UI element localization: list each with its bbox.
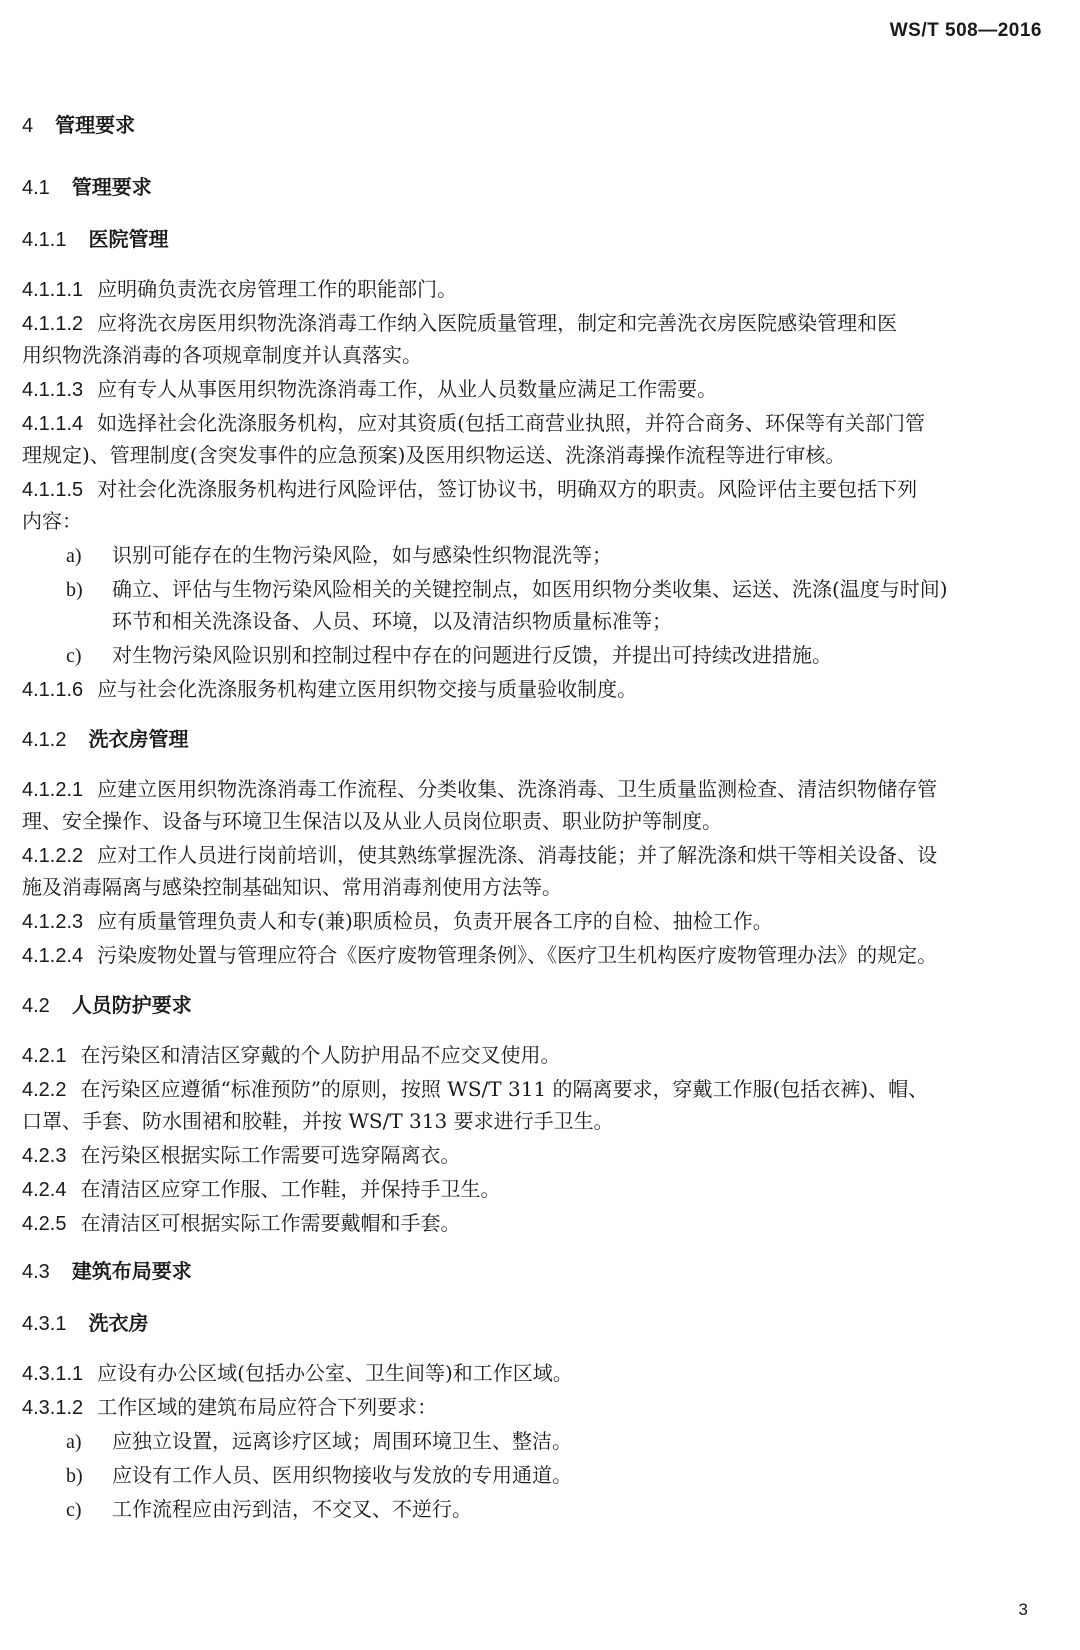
section-heading-4-3-1: 4.3.1 洗衣房: [22, 1311, 149, 1335]
clause-4-1-1-2: 4.1.1.2 应将洗衣房医用织物洗涤消毒工作纳入医院质量管理，制定和完善洗衣房医院感染管理和医: [22, 311, 898, 335]
list-item-a: a) 识别可能存在的生物污染风险，如与感染性织物混洗等；: [66, 543, 612, 567]
section-heading-4-1: 4.1 管理要求: [22, 175, 152, 199]
section-heading-4: 4 管理要求: [22, 113, 136, 137]
section-heading-4-2: 4.2 人员防护要求: [22, 993, 192, 1017]
section-heading-4-1-1: 4.1.1 医院管理: [22, 227, 169, 251]
clause-4-1-2-3: 4.1.2.3 应有质量管理负责人和专(兼)职质检员，负责开展各工序的自检、抽检工作。: [22, 909, 773, 933]
clause-4-3-1-1: 4.3.1.1 应设有办公区域(包括办公室、卫生间等)和工作区域。: [22, 1361, 573, 1385]
clause-4-1-1-5-cont: 内容：: [22, 509, 82, 533]
clause-4-1-1-1: 4.1.1.1 应明确负责洗衣房管理工作的职能部门。: [22, 277, 458, 301]
page-number: 3: [1018, 1600, 1028, 1619]
section-heading-4-1-2: 4.1.2 洗衣房管理: [22, 727, 189, 751]
clause-4-2-5: 4.2.5 在清洁区可根据实际工作需要戴帽和手套。: [22, 1211, 461, 1235]
clause-4-1-1-3: 4.1.1.3 应有专人从事医用织物洗涤消毒工作，从业人员数量应满足工作需要。: [22, 377, 718, 401]
section-heading-4-3: 4.3 建筑布局要求: [22, 1259, 192, 1283]
standard-code: WS/T 508—2016: [889, 20, 1042, 41]
clause-4-1-2-1-cont: 理、安全操作、设备与环境卫生保洁以及从业人员岗位职责、职业防护等制度。: [22, 809, 722, 833]
clause-4-3-1-2: 4.3.1.2 工作区域的建筑布局应符合下列要求：: [22, 1395, 438, 1419]
list-item-b-2: b) 应设有工作人员、医用织物接收与发放的专用通道。: [66, 1463, 572, 1487]
clause-4-1-1-4-cont: 理规定)、管理制度(含突发事件的应急预案)及医用织物运送、洗涤消毒操作流程等进行审核。: [22, 443, 846, 467]
clause-4-1-2-4: 4.1.2.4 污染废物处置与管理应符合《医疗废物管理条例》、《医疗卫生机构医疗废物管理办法》的规定。: [22, 943, 938, 967]
clause-4-1-1-6: 4.1.1.6 应与社会化洗涤服务机构建立医用织物交接与质量验收制度。: [22, 677, 638, 701]
clause-4-2-4: 4.2.4 在清洁区应穿工作服、工作鞋，并保持手卫生。: [22, 1177, 501, 1201]
list-item-b: b) 确立、评估与生物污染风险相关的关键控制点，如医用织物分类收集、运送、洗涤(温度与时间): [66, 577, 948, 601]
clause-4-1-1-5: 4.1.1.5 对社会化洗涤服务机构进行风险评估，签订协议书，明确双方的职责。风险评估主要包括下列: [22, 477, 918, 501]
clause-4-2-1: 4.2.1 在污染区和清洁区穿戴的个人防护用品不应交叉使用。: [22, 1043, 561, 1067]
clause-4-1-2-2: 4.1.2.2 应对工作人员进行岗前培训，使其熟练掌握洗涤、消毒技能；并了解洗涤和烘干等相关设备、设: [22, 843, 938, 867]
clause-4-1-2-1: 4.1.2.1 应建立医用织物洗涤消毒工作流程、分类收集、洗涤消毒、卫生质量监测检查、清洁织物储存管: [22, 777, 938, 801]
clause-4-2-3: 4.2.3 在污染区根据实际工作需要可选穿隔离衣。: [22, 1143, 461, 1167]
list-item-c-2: c) 工作流程应由污到洁，不交叉、不逆行。: [66, 1497, 472, 1521]
list-item-b-cont: 环节和相关洗涤设备、人员、环境，以及清洁织物质量标准等；: [112, 609, 672, 633]
clause-4-1-2-2-cont: 施及消毒隔离与感染控制基础知识、常用消毒剂使用方法等。: [22, 875, 562, 899]
clause-4-2-2-cont: 口罩、手套、防水围裙和胶鞋，并按 WS/T 313 要求进行手卫生。: [22, 1109, 614, 1133]
clause-4-2-2: 4.2.2 在污染区应遵循“标准预防”的原则，按照 WS/T 311 的隔离要求，穿戴工作服(包括衣裤)、帽、: [22, 1077, 929, 1101]
list-item-c: c) 对生物污染风险识别和控制过程中存在的问题进行反馈，并提出可持续改进措施。: [66, 643, 832, 667]
clause-4-1-1-4: 4.1.1.4 如选择社会化洗涤服务机构，应对其资质(包括工商营业执照，并符合商务、环保等有关部门管: [22, 411, 925, 435]
clause-4-1-1-2-cont: 用织物洗涤消毒的各项规章制度并认真落实。: [22, 343, 422, 367]
list-item-a-2: a) 应独立设置，远离诊疗区域；周围环境卫生、整洁。: [66, 1429, 572, 1453]
